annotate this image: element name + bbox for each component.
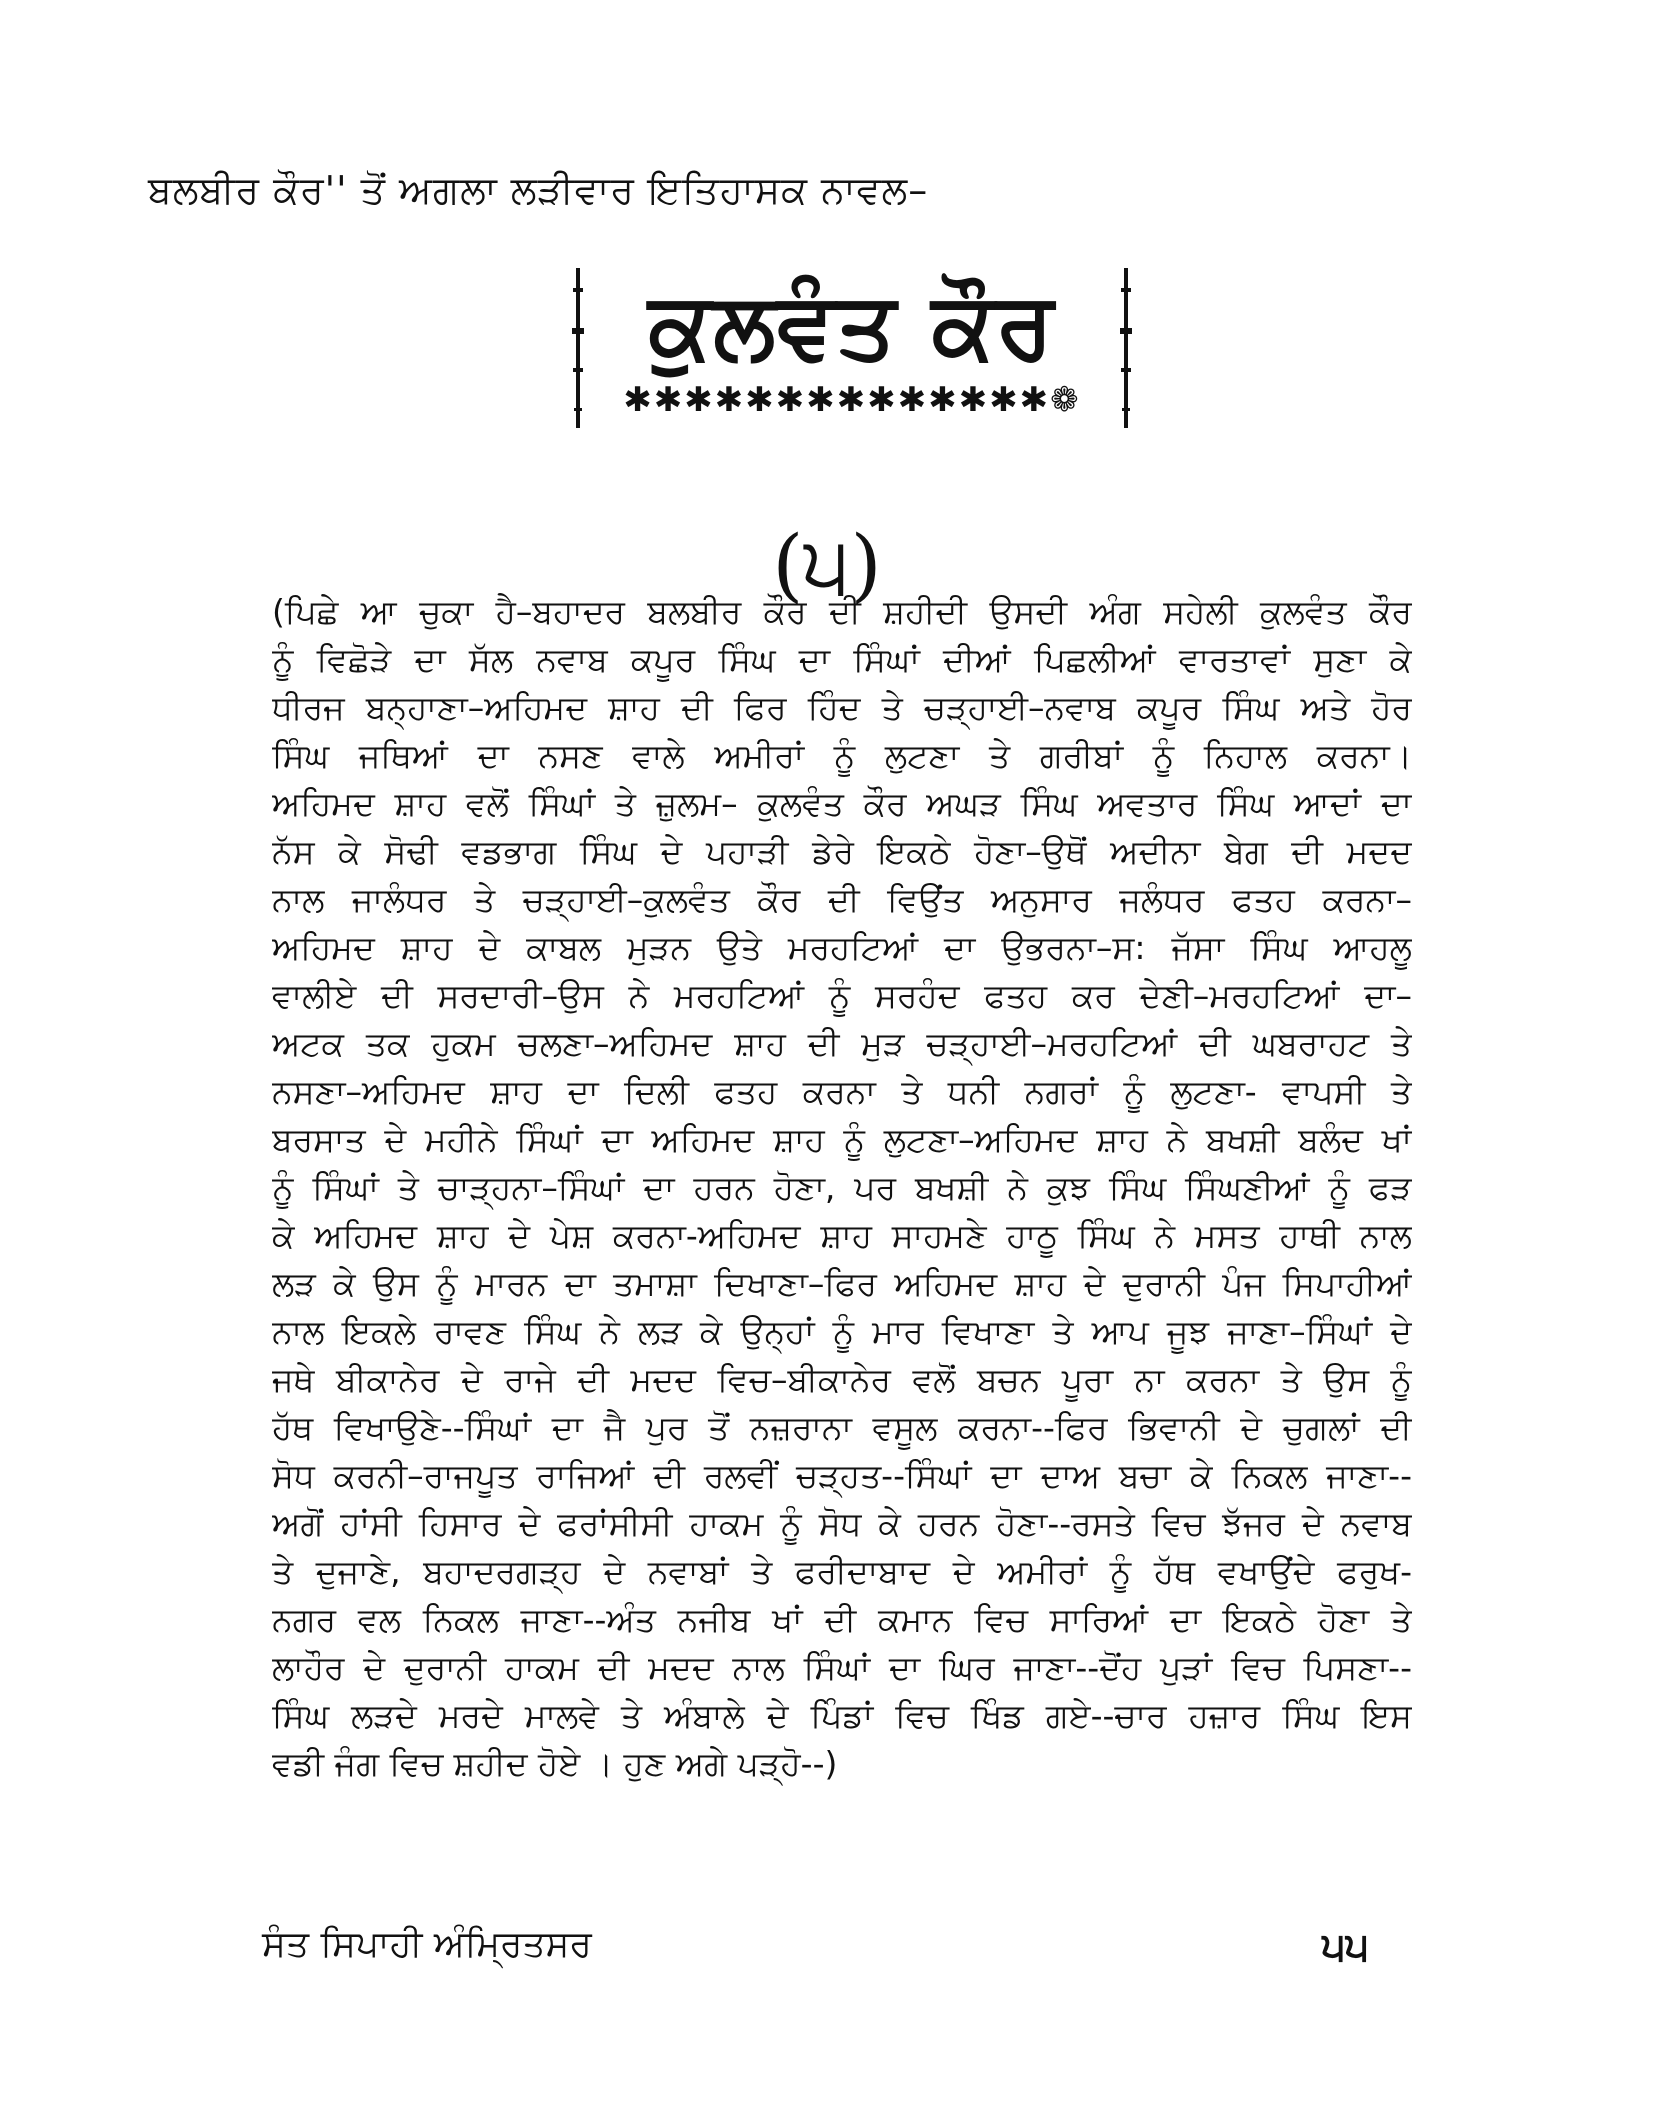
footer-magazine-name: ਸੰਤ ਸਿਪਾਹੀ ਅੰਮ੍ਰਿਤਸਰ xyxy=(262,1924,592,1965)
summary-line: ਸਿੰਘ ਜਥਿਆਂ ਦਾ ਨਸਣ ਵਾਲੇ ਅਮੀਰਾਂ ਨੂੰ ਲੁਟਣਾ ਤੇ ਗਰੀਬਾਂ ਨੂੰ ਨਿਹਾਲ ਕਰਨਾ। xyxy=(272,736,1412,775)
summary-line: ਨੂੰ ਸਿੰਘਾਂ ਤੇ ਚਾੜ੍ਹਨਾ–ਸਿੰਘਾਂ ਦਾ ਹਰਨ ਹੋਣਾ, ਪਰ ਬਖਸ਼ੀ ਨੇ ਕੁਝ ਸਿੰਘ ਸਿੰਘਣੀਆਂ ਨੂੰ ਫੜ xyxy=(272,1168,1412,1207)
summary-line: ਲੜ ਕੇ ਉਸ ਨੂੰ ਮਾਰਨ ਦਾ ਤਮਾਸ਼ਾ ਦਿਖਾਣਾ–ਫਿਰ ਅਹਿਮਦ ਸ਼ਾਹ ਦੇ ਦੁਰਾਨੀ ਪੰਜ ਸਿਪਾਹੀਆਂ xyxy=(272,1264,1412,1303)
summary-line: ਹੱਥ ਵਿਖਾਉਣੇ--ਸਿੰਘਾਂ ਦਾ ਜੈ ਪੁਰ ਤੋਂ ਨਜ਼ਰਾਨਾ ਵਸੂਲ ਕਰਨਾ--ਫਿਰ ਭਿਵਾਨੀ ਦੇ ਚੁਗਲਾਂ ਦੀ xyxy=(272,1408,1412,1447)
summary-line: ਬਰਸਾਤ ਦੇ ਮਹੀਨੇ ਸਿੰਘਾਂ ਦਾ ਅਹਿਮਦ ਸ਼ਾਹ ਨੂੰ ਲੁਟਣਾ–ਅਹਿਮਦ ਸ਼ਾਹ ਨੇ ਬਖਸ਼ੀ ਬਲੰਦ ਖਾਂ xyxy=(272,1120,1412,1159)
summary-line: ਨਗਰ ਵਲ ਨਿਕਲ ਜਾਣਾ--ਅੰਤ ਨਜੀਬ ਖਾਂ ਦੀ ਕਮਾਨ ਵਿਚ ਸਾਰਿਆਂ ਦਾ ਇਕਠੇ ਹੋਣਾ ਤੇ xyxy=(272,1600,1412,1639)
summary-line: ਲਾਹੌਰ ਦੇ ਦੁਰਾਨੀ ਹਾਕਮ ਦੀ ਮਦਦ ਨਾਲ ਸਿੰਘਾਂ ਦਾ ਘਿਰ ਜਾਣਾ--ਦੋਂਹ ਪੁੜਾਂ ਵਿਚ ਪਿਸਣਾ-- xyxy=(272,1648,1412,1687)
summary-line: ਨਾਲ ਇਕਲੇ ਰਾਵਣ ਸਿੰਘ ਨੇ ਲੜ ਕੇ ਉਨ੍ਹਾਂ ਨੂੰ ਮਾਰ ਵਿਖਾਣਾ ਤੇ ਆਪ ਜੂਝ ਜਾਣਾ–ਸਿੰਘਾਂ ਦੇ xyxy=(272,1312,1412,1351)
novel-title-box xyxy=(572,268,1132,428)
summary-line: ਨਸਣਾ–ਅਹਿਮਦ ਸ਼ਾਹ ਦਾ ਦਿਲੀ ਫਤਹ ਕਰਨਾ ਤੇ ਧਨੀ ਨਗਰਾਂ ਨੂੰ ਲੁਟਣਾ- ਵਾਪਸੀ ਤੇ xyxy=(272,1072,1412,1111)
page-number: ੫੫ xyxy=(1322,1924,1370,1970)
title-ornament: ✱✱✱✱✱✱✱✱✱✱✱✱✱✱❁ xyxy=(623,380,1081,420)
summary-line: ਅਹਿਮਦ ਸ਼ਾਹ ਵਲੋਂ ਸਿੰਘਾਂ ਤੇ ਜ਼ੁਲਮ– ਕੁਲਵੰਤ ਕੌਰ ਅਘੜ ਸਿੰਘ ਅਵਤਾਰ ਸਿੰਘ ਆਦਾਂ ਦਾ xyxy=(272,784,1412,823)
summary-line: ਕੇ ਅਹਿਮਦ ਸ਼ਾਹ ਦੇ ਪੇਸ਼ ਕਰਨਾ-ਅਹਿਮਦ ਸ਼ਾਹ ਸਾਹਮਣੇ ਹਾਠੂ ਸਿੰਘ ਨੇ ਮਸਤ ਹਾਥੀ ਨਾਲ xyxy=(272,1216,1412,1255)
summary-line: ਅਗੋਂ ਹਾਂਸੀ ਹਿਸਾਰ ਦੇ ਫਰਾਂਸੀਸੀ ਹਾਕਮ ਨੂੰ ਸੋਧ ਕੇ ਹਰਨ ਹੋਣਾ--ਰਸਤੇ ਵਿਚ ਝੱਜਰ ਦੇ ਨਵਾਬ xyxy=(272,1504,1412,1543)
summary-line: ਵਡੀ ਜੰਗ ਵਿਚ ਸ਼ਹੀਦ ਹੋਏ । ਹੁਣ ਅਗੇ ਪੜ੍ਹੋ--) xyxy=(272,1744,838,1783)
summary-line: ਨੱਸ ਕੇ ਸੋਢੀ ਵਡਭਾਗ ਸਿੰਘ ਦੇ ਪਹਾੜੀ ਡੇਰੇ ਇਕਠੇ ਹੋਣਾ–ਉਥੋਂ ਅਦੀਨਾ ਬੇਗ ਦੀ ਮਦਦ xyxy=(272,832,1412,871)
summary-line: ਨਾਲ ਜਾਲੰਧਰ ਤੇ ਚੜ੍ਹਾਈ–ਕੁਲਵੰਤ ਕੌਰ ਦੀ ਵਿਉਂਤ ਅਨੁਸਾਰ ਜਲੰਧਰ ਫਤਹ ਕਰਨਾ– xyxy=(272,880,1412,919)
novel-title: ਕੁਲਵੰਤ ਕੌਰ xyxy=(648,272,1056,379)
summary-line: ਧੀਰਜ ਬਨ੍ਹਾਣਾ–ਅਹਿਮਦ ਸ਼ਾਹ ਦੀ ਫਿਰ ਹਿੰਦ ਤੇ ਚੜ੍ਹਾਈ–ਨਵਾਬ ਕਪੂਰ ਸਿੰਘ ਅਤੇ ਹੋਰ xyxy=(272,688,1412,727)
summary-line: ਅਹਿਮਦ ਸ਼ਾਹ ਦੇ ਕਾਬਲ ਮੁੜਨ ਉਤੇ ਮਰਹਟਿਆਂ ਦਾ ਉਭਰਨਾ–ਸ: ਜੱਸਾ ਸਿੰਘ ਆਹਲੂ xyxy=(272,928,1412,967)
summary-line: ਨੂੰ ਵਿਛੋੜੇ ਦਾ ਸੱਲ ਨਵਾਬ ਕਪੂਰ ਸਿੰਘ ਦਾ ਸਿੰਘਾਂ ਦੀਆਂ ਪਿਛਲੀਆਂ ਵਾਰਤਾਵਾਂ ਸੁਣਾ ਕੇ xyxy=(272,640,1412,679)
title-left-bar xyxy=(572,268,584,428)
summary-line: ਅਟਕ ਤਕ ਹੁਕਮ ਚਲਣਾ–ਅਹਿਮਦ ਸ਼ਾਹ ਦੀ ਮੁੜ ਚੜ੍ਹਾਈ–ਮਰਹਟਿਆਂ ਦੀ ਘਬਰਾਹਟ ਤੇ xyxy=(272,1024,1412,1063)
summary-line: ਤੇ ਦੁਜਾਣੇ, ਬਹਾਦਰਗੜ੍ਹ ਦੇ ਨਵਾਬਾਂ ਤੇ ਫਰੀਦਾਬਾਦ ਦੇ ਅਮੀਰਾਂ ਨੂੰ ਹੱਥ ਵਖਾਉਂਦੇ ਫਰੁਖ- xyxy=(272,1552,1412,1591)
chapter-number: (੫) xyxy=(772,518,882,611)
summary-line: ਸੋਧ ਕਰਨੀ–ਰਾਜਪੂਤ ਰਾਜਿਆਂ ਦੀ ਰਲਵੀਂ ਚੜ੍ਹਤ--ਸਿੰਘਾਂ ਦਾ ਦਾਅ ਬਚਾ ਕੇ ਨਿਕਲ ਜਾਣਾ-- xyxy=(272,1456,1412,1495)
summary-line: ਜਥੇ ਬੀਕਾਨੇਰ ਦੇ ਰਾਜੇ ਦੀ ਮਦਦ ਵਿਚ–ਬੀਕਾਨੇਰ ਵਲੋਂ ਬਚਨ ਪੂਰਾ ਨਾ ਕਰਨਾ ਤੇ ਉਸ ਨੂੰ xyxy=(272,1360,1412,1399)
series-note: ਬਲਬੀਰ ਕੌਰ'' ਤੋਂ ਅਗਲਾ ਲੜੀਵਾਰ ਇਤਿਹਾਸਕ ਨਾਵਲ– xyxy=(148,168,929,212)
summary-line: ਵਾਲੀਏ ਦੀ ਸਰਦਾਰੀ–ਉਸ ਨੇ ਮਰਹਟਿਆਂ ਨੂੰ ਸਰਹੰਦ ਫਤਹ ਕਰ ਦੇਣੀ–ਮਰਹਟਿਆਂ ਦਾ– xyxy=(272,976,1412,1015)
summary-line: (ਪਿਛੇ ਆ ਚੁਕਾ ਹੈ–ਬਹਾਦਰ ਬਲਬੀਰ ਕੌਰ ਦੀ ਸ਼ਹੀਦੀ ਉਸਦੀ ਅੰਗ ਸਹੇਲੀ ਕੁਲਵੰਤ ਕੌਰ xyxy=(272,592,1412,631)
chapter-summary xyxy=(272,588,1412,1788)
summary-line: ਸਿੰਘ ਲੜਦੇ ਮਰਦੇ ਮਾਲਵੇ ਤੇ ਅੰਬਾਲੇ ਦੇ ਪਿੰਡਾਂ ਵਿਚ ਖਿੰਡ ਗਏ--ਚਾਰ ਹਜ਼ਾਰ ਸਿੰਘ ਇਸ xyxy=(272,1696,1412,1735)
title-right-bar xyxy=(1120,268,1132,428)
